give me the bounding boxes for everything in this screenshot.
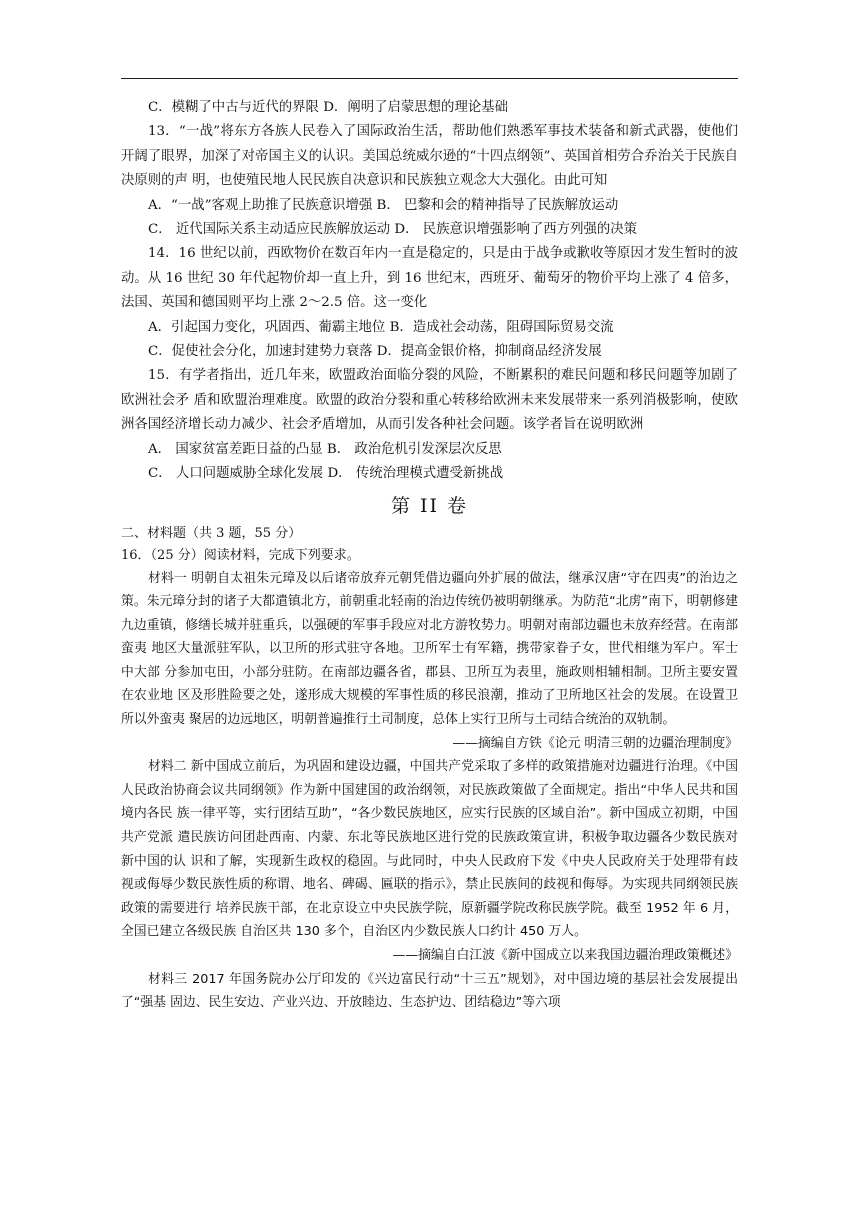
q13-options-cd: C． 近代国际关系主动适应民族解放运动 D． 民族意识增强影响了西方列强的决策: [148, 222, 638, 238]
q14-options-ab: A．引起国力变化，巩固西、葡霸主地位 B．造成社会动荡，阻碍国际贸易交流: [148, 319, 614, 335]
material-2: 材料二 新中国成立前后，为巩固和建设边疆，中国共产党采取了多样的政策措施对边疆进行治理。《中国人民政治协商会议共同纲领》作为新中国建国的政治纲领，对民族政策做了全面规定。指出“中华人民共和国境内各民 族一律平等，实行团结互助”，“各少数民族地区，应实行民族的区域自治”。新中国成立初期，中国共产党派 遣民族访问团赴西南、内蒙、东北等民族地区进行党的民族政策宣讲，积极争取边疆各少数民族对新中国的认 识和了解，实现新生政权的稳固。与此同时，中央人民政府下发《中央人民政府关于处理带有歧视或侮辱少数民族性质的称谓、地名、碑碣、匾联的指示》，禁止民族间的歧视和侮辱。为实现共同纲领民族政策的需要进行 培养民族干部，在北京设立中央民族学院，原新疆学院改称民族学院。截至 1952 年 6 月，全国已建立各级民族 自治区共 130 多个，自治区内少数民族人口约计 450 万人。: [121, 759, 738, 940]
material-3: 材料三 2017 年国务院办公厅印发的《兴边富民行动“十三五”规划》，对中国边境的基层社会发展提出了“强基 固边、民生安边、产业兴边、开放睦边、生态护边、团结稳边”等六项: [121, 971, 738, 1011]
exam-page: [121, 96, 738, 1015]
header-rule: [121, 78, 738, 79]
q12-options-cd: C．模糊了中古与近代的界限 D．阐明了启蒙思想的理论基础: [148, 100, 509, 115]
q13-options-ab: A．“一战”客观上助推了民族意识增强 B． 巴黎和会的精神指导了民族解放运动: [148, 197, 619, 213]
source-1: ——摘编自方铁《论元 明清三朝的边疆治理制度》: [452, 735, 738, 751]
question-15: [121, 364, 738, 486]
q15-options-cd: C． 人口问题威胁全球化发展 D． 传统治理模式遭受新挑战: [148, 466, 504, 482]
q15-options-ab: A． 国家贫富差距日益的凸显 B． 政治危机引发深层次反思: [148, 441, 502, 457]
q13-stem: 13．“一战”将东方各族人民卷入了国际政治生活，帮助他们熟悉军事技术装备和新式武器，使他们开阔了眼界，加深了对帝国主义的认识。美国总统威尔逊的“十四点纲领”、英国首相劳合乔治关于民族自决原则的声 明，也使殖民地人民民族自决意识和民族独立观念大大强化。由此可知: [121, 124, 738, 189]
material-1: 材料一 明朝自太祖朱元璋及以后诸帝放弃元朝凭借边疆向外扩展的做法，继承汉唐“守在四夷”的治边之策。朱元璋分封的诸子大都遣镇北方，前朝重北轻南的治边传统仍被明朝继承。为防范“北虏”南下，明朝修建九边重镇，修缮长城并驻重兵，以强硬的军事手段应对北方游牧势力。明朝对南部边疆也未放弃经营。在南部蛮夷 地区大量派驻军队，以卫所的形式驻守各地。卫所军士有军籍，携带家眷子女，世代相继为军户。军士中大部 分参加屯田，小部分驻防。在南部边疆各省，郡县、卫所互为表里，施政则相辅相制。卫所主要安置在农业地 区及形胜险要之处，遂形成大规模的军事性质的移民浪潮，推动了卫所地区社会的发展。在设置卫所以外蛮夷 聚居的边远地区，明朝普遍推行土司制度，总体上实行卫所与土司结合统治的双轨制。: [121, 570, 738, 728]
q16-title: 16．（25 分）阅读材料，完成下列要求。: [121, 547, 360, 563]
q15-stem: 15．有学者指出，近几年来，欧盟政治面临分裂的风险，不断累积的难民问题和移民问题等加剧了欧洲社会矛 盾和欧盟治理难度。欧盟的政治分裂和重心转移给欧洲未来发展带来一系列消极影响，使欧洲各国经济增长动力减少、社会矛盾增加，从而引发各种社会问题。该学者旨在说明欧洲: [121, 368, 738, 433]
question-14: [121, 242, 738, 364]
source-2: ——摘编自白江波《新中国成立以来我国边疆治理政策概述》: [392, 948, 738, 963]
q14-options-cd: C．促使社会分化，加速封建势力衰落 D．提高金银价格，抑制商品经济发展: [148, 344, 602, 360]
volume-title: 第 II 卷: [390, 494, 469, 517]
question-13: [121, 120, 738, 242]
section-title: 二、材料题（共 3 题，55 分）: [121, 525, 302, 541]
q14-stem: 14．16 世纪以前，西欧物价在数百年内一直是稳定的，只是由于战争或歉收等原因才发生暂时的波动。从 16 世纪 30 年代起物价却一直上升，到 16 世纪末，西班牙、葡萄牙的物价平均上涨了 4 倍多，法国、英国和德国则平均上涨 2～2.5 倍。这一变化: [121, 246, 738, 311]
